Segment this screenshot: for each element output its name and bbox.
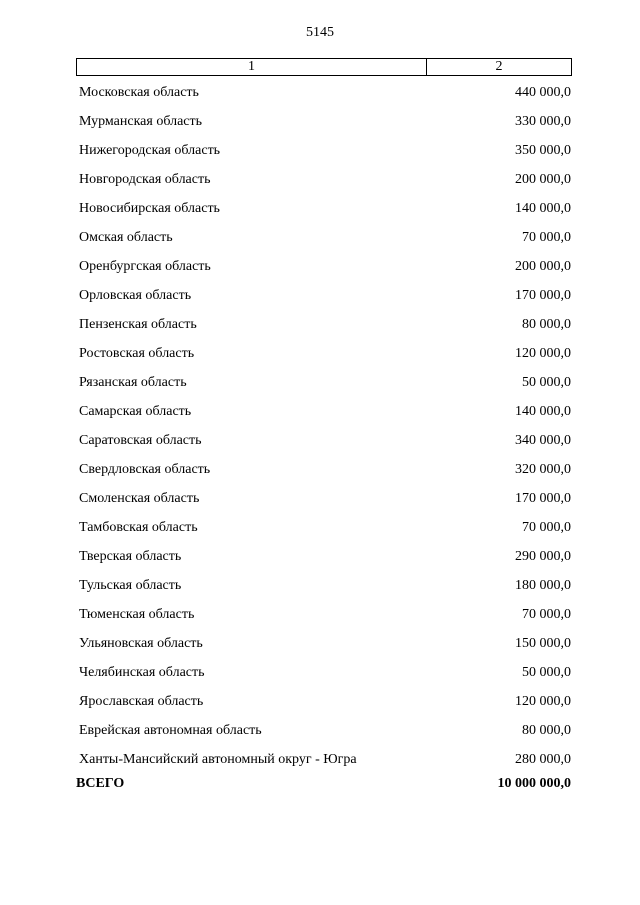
- region-amount: 200 000,0: [515, 259, 571, 274]
- region-name: Еврейская автономная область: [79, 723, 262, 738]
- table-row: [0, 604, 640, 633]
- region-name: Орловская область: [79, 288, 192, 303]
- region-name: Тюменская область: [79, 607, 195, 622]
- table-row: [0, 749, 640, 778]
- table-row: [0, 691, 640, 720]
- table-row: [0, 662, 640, 691]
- region-amount: 80 000,0: [522, 723, 571, 738]
- region-name: Пензенская область: [79, 317, 197, 332]
- region-name: Ярославская область: [79, 694, 204, 709]
- region-name: Самарская область: [79, 404, 192, 419]
- table-row: [0, 343, 640, 372]
- region-amount: 350 000,0: [515, 143, 571, 158]
- page-number: 5145: [306, 25, 334, 40]
- region-amount: 50 000,0: [522, 665, 571, 680]
- region-name: Свердловская область: [79, 462, 211, 477]
- region-amount: 170 000,0: [515, 491, 571, 506]
- table-row: [0, 372, 640, 401]
- region-name: Смоленская область: [79, 491, 200, 506]
- region-amount: 120 000,0: [515, 694, 571, 709]
- table-row: [0, 720, 640, 749]
- table-body: [0, 82, 640, 778]
- table-row: [0, 198, 640, 227]
- total-row: [0, 776, 640, 796]
- region-name: Новгородская область: [79, 172, 211, 187]
- region-amount: 330 000,0: [515, 114, 571, 129]
- column-header-2: 2: [495, 59, 503, 74]
- region-name: Тверская область: [79, 549, 182, 564]
- region-amount: 170 000,0: [515, 288, 571, 303]
- region-amount: 120 000,0: [515, 346, 571, 361]
- table-row: [0, 256, 640, 285]
- region-name: Омская область: [79, 230, 173, 245]
- table-row: [0, 633, 640, 662]
- table-row: [0, 111, 640, 140]
- region-amount: 290 000,0: [515, 549, 571, 564]
- region-name: Саратовская область: [79, 433, 202, 448]
- region-name: Московская область: [79, 85, 199, 100]
- region-amount: 440 000,0: [515, 85, 571, 100]
- region-amount: 320 000,0: [515, 462, 571, 477]
- region-amount: 150 000,0: [515, 636, 571, 651]
- table-row: [0, 140, 640, 169]
- table-row: [0, 546, 640, 575]
- region-name: Мурманская область: [79, 114, 203, 129]
- region-amount: 70 000,0: [522, 520, 571, 535]
- region-amount: 70 000,0: [522, 230, 571, 245]
- region-name: Тамбовская область: [79, 520, 198, 535]
- region-name: Ростовская область: [79, 346, 195, 361]
- table-row: [0, 575, 640, 604]
- region-name: Тульская область: [79, 578, 182, 593]
- table-row: [0, 285, 640, 314]
- region-amount: 70 000,0: [522, 607, 571, 622]
- region-name: Нижегородская область: [79, 143, 221, 158]
- region-name: Ульяновская область: [79, 636, 203, 651]
- region-name: Челябинская область: [79, 665, 205, 680]
- table-row: [0, 401, 640, 430]
- table-row: [0, 459, 640, 488]
- region-name: Оренбургская область: [79, 259, 211, 274]
- table-row: [0, 82, 640, 111]
- region-amount: 340 000,0: [515, 433, 571, 448]
- table-row: [0, 430, 640, 459]
- region-name: Ханты-Мансийский автономный округ - Югра: [79, 752, 357, 767]
- region-amount: 180 000,0: [515, 578, 571, 593]
- table-header: [76, 58, 572, 76]
- region-amount: 140 000,0: [515, 201, 571, 216]
- table-row: [0, 314, 640, 343]
- table-row: [0, 517, 640, 546]
- table-row: [0, 169, 640, 198]
- region-name: Новосибирская область: [79, 201, 220, 216]
- total-label: ВСЕГО: [76, 776, 125, 791]
- region-amount: 140 000,0: [515, 404, 571, 419]
- total-amount: 10 000 000,0: [497, 776, 571, 791]
- table-row: [0, 488, 640, 517]
- region-amount: 200 000,0: [515, 172, 571, 187]
- region-amount: 50 000,0: [522, 375, 571, 390]
- region-name: Рязанская область: [79, 375, 187, 390]
- column-header-1: 1: [77, 59, 427, 75]
- table-row: [0, 227, 640, 256]
- region-amount: 280 000,0: [515, 752, 571, 767]
- region-amount: 80 000,0: [522, 317, 571, 332]
